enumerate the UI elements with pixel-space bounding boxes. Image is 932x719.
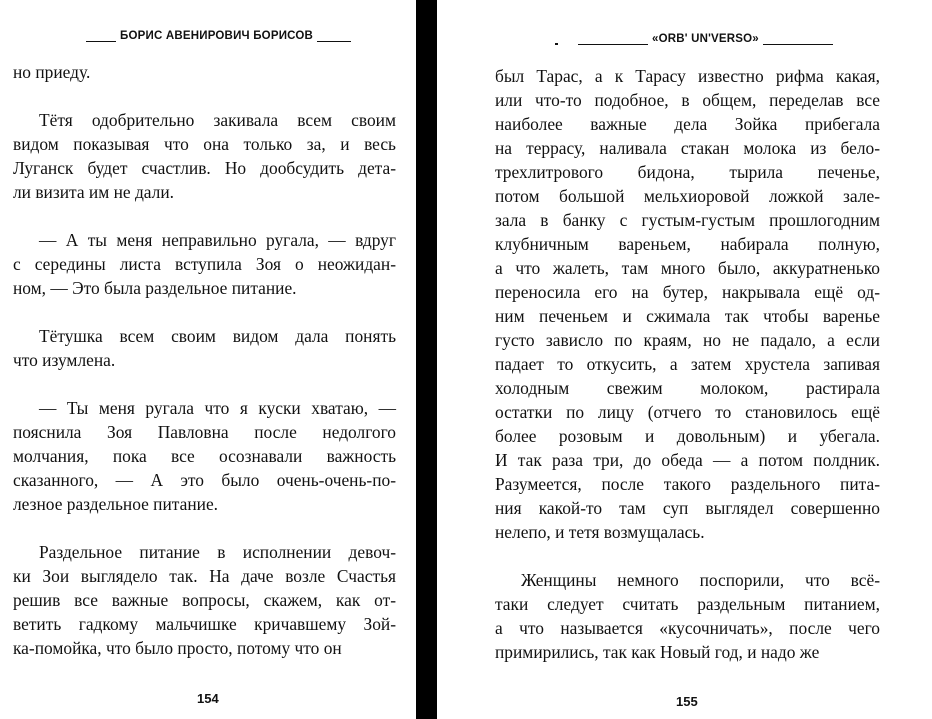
text-line: ка-помойка, что было просто, потому что он	[13, 638, 342, 658]
text-line: примирились, так как Новый год, и надо же	[495, 642, 820, 662]
text-line: — А ты меня неправильно ругала, — вдруг	[39, 230, 396, 250]
text-line: сказанного, — А это было очень-очень-по-	[13, 470, 396, 490]
text-line: Луганск будет счастлив. Но дообсудить дета-	[13, 158, 396, 178]
right-page	[437, 0, 932, 719]
left-page	[0, 0, 416, 719]
text-line: переносила его на бутер, накрывала ещё од-	[495, 282, 880, 302]
paragraph	[13, 108, 396, 204]
text-line: Тётя одобрительно закивала всем своим	[39, 110, 396, 130]
header-rule	[578, 44, 648, 45]
right-running-head	[555, 33, 833, 45]
text-line: или что-то подобное, в общем, переделав все	[495, 90, 880, 110]
text-line: ним печеньем и сжимала так чтобы варенье	[495, 306, 880, 326]
paragraph	[13, 60, 396, 84]
text-line: клубничным вареньем, набирала полную,	[495, 234, 880, 254]
text-line: зала в банку с густым-густым прошлогодним	[495, 210, 880, 230]
text-line: молчания, пока все осознавали важность	[13, 446, 396, 466]
text-line: более розовым и довольным) и убегала.	[495, 426, 880, 446]
text-line: а что называется «кусочничать», после чего	[495, 618, 880, 638]
paragraph-gap	[13, 372, 396, 396]
paragraph	[495, 64, 880, 544]
text-line: остатки по лицу (отчего то становилось ещё	[495, 402, 880, 422]
text-line: на террасу, наливала стакан молока из бело-	[495, 138, 880, 158]
paragraph	[495, 568, 880, 664]
left-running-head	[86, 30, 351, 42]
paragraph-gap	[495, 544, 880, 568]
text-line: лезное раздельное питание.	[13, 494, 219, 514]
text-line: решив все важные вопросы, скажем, как от-	[13, 590, 396, 610]
paragraph-gap	[13, 516, 396, 540]
text-line: наиболее важные дела Зойка прибегала	[495, 114, 880, 134]
text-line: холодным свежим молоком, растирала	[495, 378, 880, 398]
text-line: видом показывая что она только за, и весь	[13, 134, 396, 154]
text-line: густо зависло по краям, но не падало, а если	[495, 330, 880, 350]
header-rule	[86, 41, 116, 42]
right-page-number: 155	[676, 694, 698, 709]
text-line: ния какой-то там суп выглядел совершенно	[495, 498, 880, 518]
text-line: И так раза три, до обеда — а потом полдник.	[495, 450, 880, 470]
text-line: был Тарас, а к Тарасу известно рифма какая,	[495, 66, 880, 86]
paragraph	[13, 324, 396, 372]
paragraph-gap	[13, 204, 396, 228]
text-line: — Ты меня ругала что я куски хватаю, —	[39, 398, 396, 418]
text-line: но приеду.	[13, 62, 91, 82]
running-head-text: «ORB' UN'VERSO»	[652, 33, 759, 45]
text-line: падает то откусить, а затем хрустела запивая	[495, 354, 880, 374]
text-line: нелепо, и тетя возмущалась.	[495, 522, 705, 542]
left-page-number: 154	[197, 691, 219, 706]
text-line: ли визита им не дали.	[13, 182, 174, 202]
text-line: трехлитрового бидона, тырила печенье,	[495, 162, 880, 182]
right-body-text	[495, 64, 880, 664]
paragraph	[13, 396, 396, 516]
text-line: Раздельное питание в исполнении девоч-	[39, 542, 396, 562]
text-line: таки следует считать раздельным питанием,	[495, 594, 880, 614]
paragraph-gap	[13, 84, 396, 108]
text-line: пояснила Зоя Павловна после недолгого	[13, 422, 396, 442]
left-body-text	[13, 60, 396, 660]
text-line: ветить гадкому мальчишке кричавшему Зой-	[13, 614, 396, 634]
text-line: что изумлена.	[13, 350, 116, 370]
text-line: потом большой мельхиоровой ложкой зале-	[495, 186, 880, 206]
text-line: Разумеется, после такого раздельного пита-	[495, 474, 880, 494]
text-line: ном, — Это была раздельное питание.	[13, 278, 297, 298]
header-rule	[763, 44, 833, 45]
text-line: с середины листа вступила Зоя о неожидан-	[13, 254, 396, 274]
running-head-text: БОРИС АВЕНИРОВИЧ БОРИСОВ	[120, 30, 314, 42]
text-line: Женщины немного поспорили, что всё-	[521, 570, 880, 590]
paragraph	[13, 228, 396, 300]
text-line: Тётушка всем своим видом дала понять	[39, 326, 396, 346]
header-rule	[317, 41, 351, 42]
text-line: ки Зои выглядело так. На даче возле Счастья	[13, 566, 396, 586]
paragraph	[13, 540, 396, 660]
paragraph-gap	[13, 300, 396, 324]
header-mark	[555, 43, 558, 45]
text-line: а что жалеть, там много было, аккуратненько	[495, 258, 880, 278]
